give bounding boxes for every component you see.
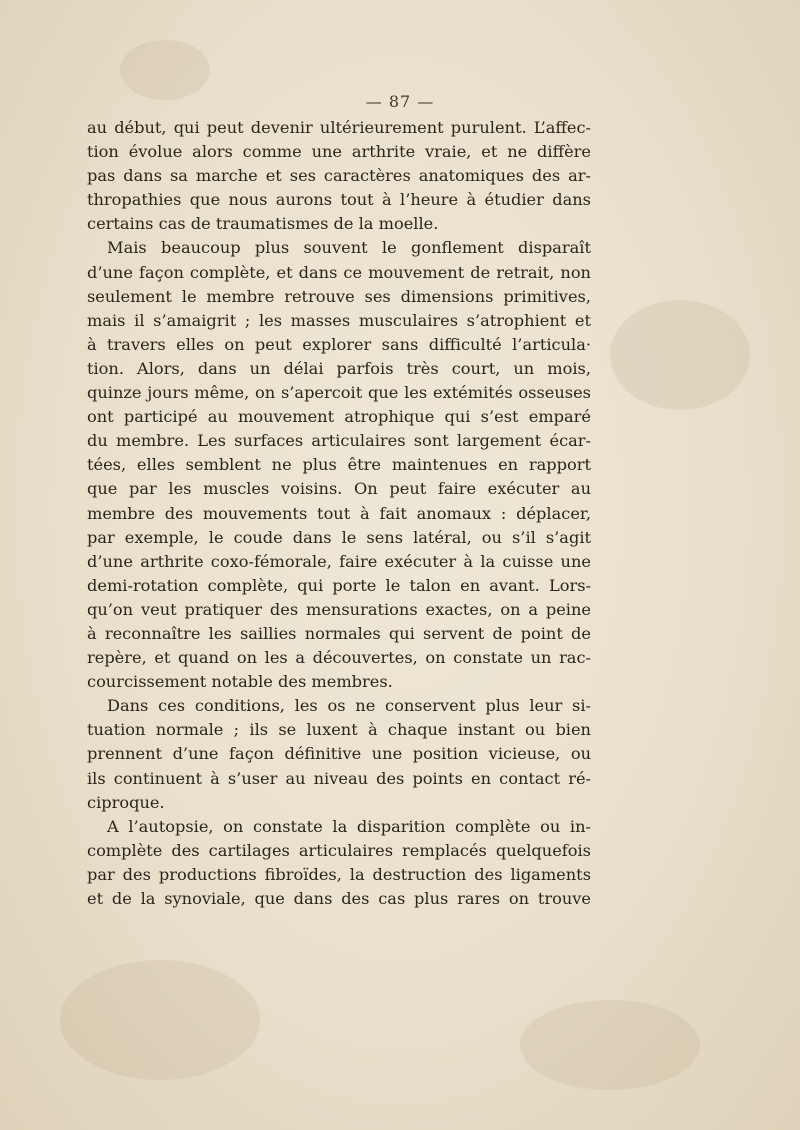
text-line: thropathies que nous aurons tout à l’heure à étudier dans bbox=[87, 190, 591, 210]
text-line: mais il s’amaigrit ; les masses musculaires s’atrophient et bbox=[87, 310, 591, 330]
text-line: quinze jours même, on s’apercoit que les extémités osseuses bbox=[87, 383, 591, 403]
text-line: repère, et quand on les a découvertes, on constate un rac- bbox=[87, 648, 591, 668]
text-line: certains cas de traumatismes de la moelle. bbox=[87, 214, 439, 234]
text-line: pas dans sa marche et ses caractères anatomiques des ar- bbox=[87, 166, 591, 186]
text-line: d’une arthrite coxo-fémorale, faire exécuter à la cuisse une bbox=[87, 551, 591, 571]
text-line: ils continuent à s’user au niveau des points en contact ré- bbox=[87, 768, 591, 788]
text-line: Mais beaucoup plus souvent le gonflement disparaît bbox=[107, 238, 591, 258]
text-line: qu’on veut pratiquer des mensurations exactes, on a peine bbox=[87, 599, 591, 619]
text-line: que par les muscles voisins. On peut faire exécuter au bbox=[87, 479, 591, 499]
text-line: et de la synoviale, que dans des cas plus rares on trouve bbox=[87, 889, 591, 908]
text-line: à travers elles on peut explorer sans difficulté l’articula· bbox=[87, 334, 591, 354]
text-line: à reconnaître les saillies normales qui servent de point de bbox=[87, 623, 591, 643]
text-line: du membre. Les surfaces articulaires sont largement écar- bbox=[87, 431, 591, 451]
text-line: tion. Alors, dans un délai parfois très court, un mois, bbox=[87, 358, 591, 378]
paper-stain bbox=[610, 300, 750, 410]
text-line: tées, elles semblent ne plus être maintenues en rapport bbox=[87, 455, 591, 475]
text-line: par des productions fibroïdes, la destruction des ligaments bbox=[87, 864, 591, 884]
text-line: prennent d’une façon définitive une position vicieuse, ou bbox=[87, 744, 591, 764]
text-line: par exemple, le coude dans le sens latéral, ou s’il s’agit bbox=[87, 527, 591, 547]
text-line: membre des mouvements tout à fait anomaux : déplacer, bbox=[87, 503, 591, 523]
text-line: demi-rotation complète, qui porte le talon en avant. Lors- bbox=[87, 575, 591, 595]
paper-stain bbox=[120, 40, 210, 100]
text-line: d’une façon complète, et dans ce mouvement de retrait, non bbox=[87, 262, 591, 282]
body-text bbox=[87, 116, 591, 911]
page-number: — 87 — bbox=[365, 92, 435, 111]
text-line: courcissement notable des membres. bbox=[87, 672, 393, 692]
text-line: ont participé au mouvement atrophique qui s’est emparé bbox=[87, 407, 591, 427]
text-line: seulement le membre retrouve ses dimensions primitives, bbox=[87, 286, 591, 306]
text-line: tion évolue alors comme une arthrite vraie, et ne diffère bbox=[87, 142, 591, 162]
text-line: A l’autopsie, on constate la disparition complète ou in- bbox=[107, 816, 591, 836]
paper-stain bbox=[60, 960, 260, 1080]
text-line: au début, qui peut devenir ultérieurement purulent. L’affec- bbox=[87, 118, 591, 137]
text-line: Dans ces conditions, les os ne conservent plus leur si- bbox=[107, 696, 591, 716]
paper-stain bbox=[520, 1000, 700, 1090]
text-line: ciproque. bbox=[87, 792, 165, 812]
text-line: tuation normale ; ils se luxent à chaque instant ou bien bbox=[87, 720, 591, 740]
text-line: complète des cartilages articulaires remplacés quelquefois bbox=[87, 840, 591, 860]
